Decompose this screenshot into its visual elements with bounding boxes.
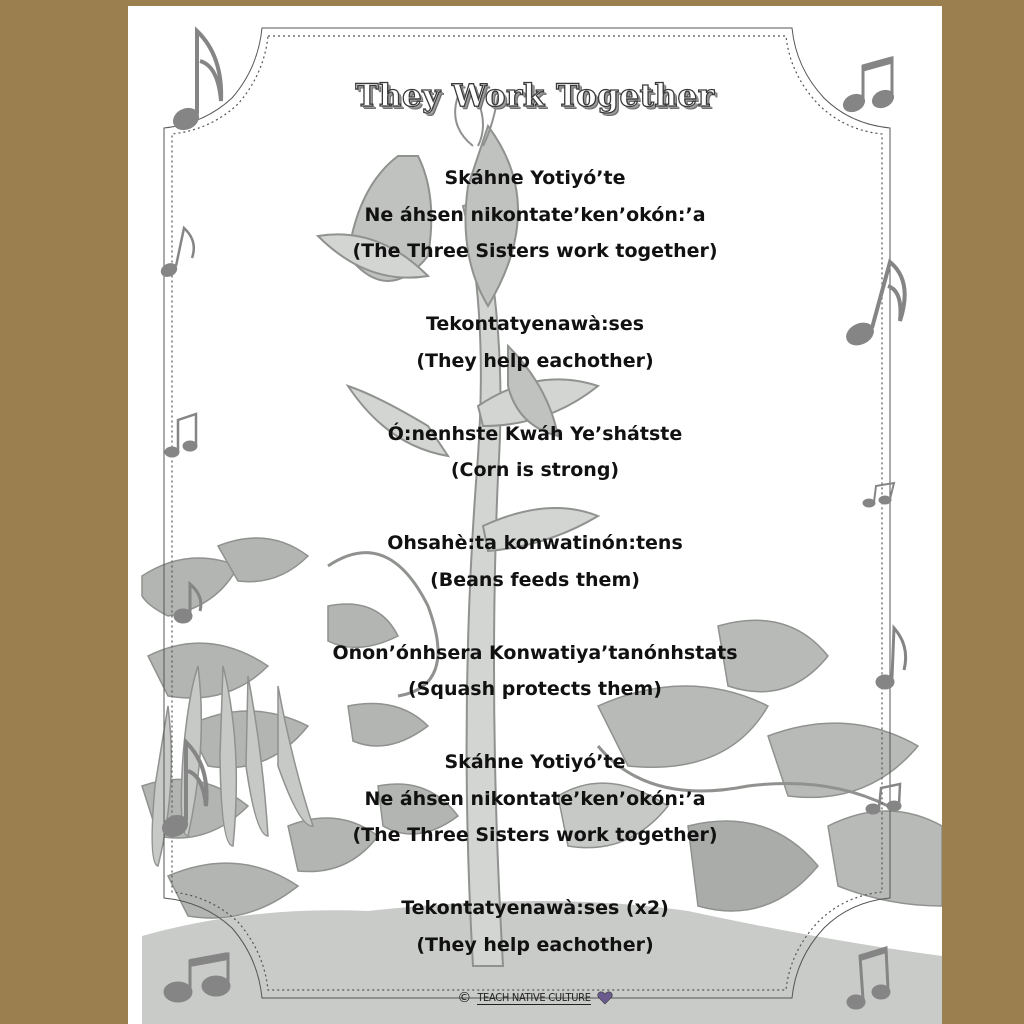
lyric-line: Tekontatyenawà:ses — [425, 313, 645, 335]
lyric-line: Tekontatyenawà:ses (x2) — [401, 897, 669, 919]
footer — [128, 990, 942, 1006]
heart-icon — [597, 991, 613, 1005]
copyright-symbol: © — [457, 990, 472, 1006]
lyric-line: (Beans feeds them) — [430, 568, 640, 591]
lyric-line: (They help eachother) — [416, 933, 654, 956]
lyric-line: Ohsahè:ta konwatinón:tens — [387, 532, 683, 554]
lyric-line: Skáhne Yotiyó’te — [444, 167, 626, 189]
lyrics — [128, 160, 942, 1000]
lyric-line: Onon’ónhsera Konwatiya’tanónhstats — [332, 641, 738, 664]
lyric-line: (They help eachother) — [416, 349, 654, 372]
lyric-line: (The Three Sisters work together) — [352, 240, 718, 262]
brand-name: TEACH NATIVE CULTURE — [477, 991, 591, 1004]
lyric-stanza — [128, 890, 942, 963]
lyric-line: Ne áhsen nikontate’ken’okón:’a — [364, 787, 706, 810]
song-sheet — [128, 6, 942, 1024]
lyric-stanza — [128, 525, 942, 598]
lyric-stanza — [128, 306, 942, 379]
lyric-line: (The Three Sisters work together) — [352, 824, 718, 846]
lyric-line: Ó:nenhste Kwáh Ye’shátste — [387, 422, 683, 445]
lyric-line: Ne áhsen nikontate’ken’okón:’a — [364, 203, 706, 226]
lyric-line: Skáhne Yotiyó’te — [444, 751, 626, 773]
lyric-stanza — [128, 416, 942, 489]
lyric-stanza — [128, 160, 942, 270]
lyric-stanza — [128, 635, 942, 708]
song-title: They Work Together — [355, 78, 715, 114]
lyric-line: (Corn is strong) — [450, 459, 620, 481]
lyric-line: (Squash protects them) — [407, 678, 662, 700]
lyric-stanza — [128, 744, 942, 854]
